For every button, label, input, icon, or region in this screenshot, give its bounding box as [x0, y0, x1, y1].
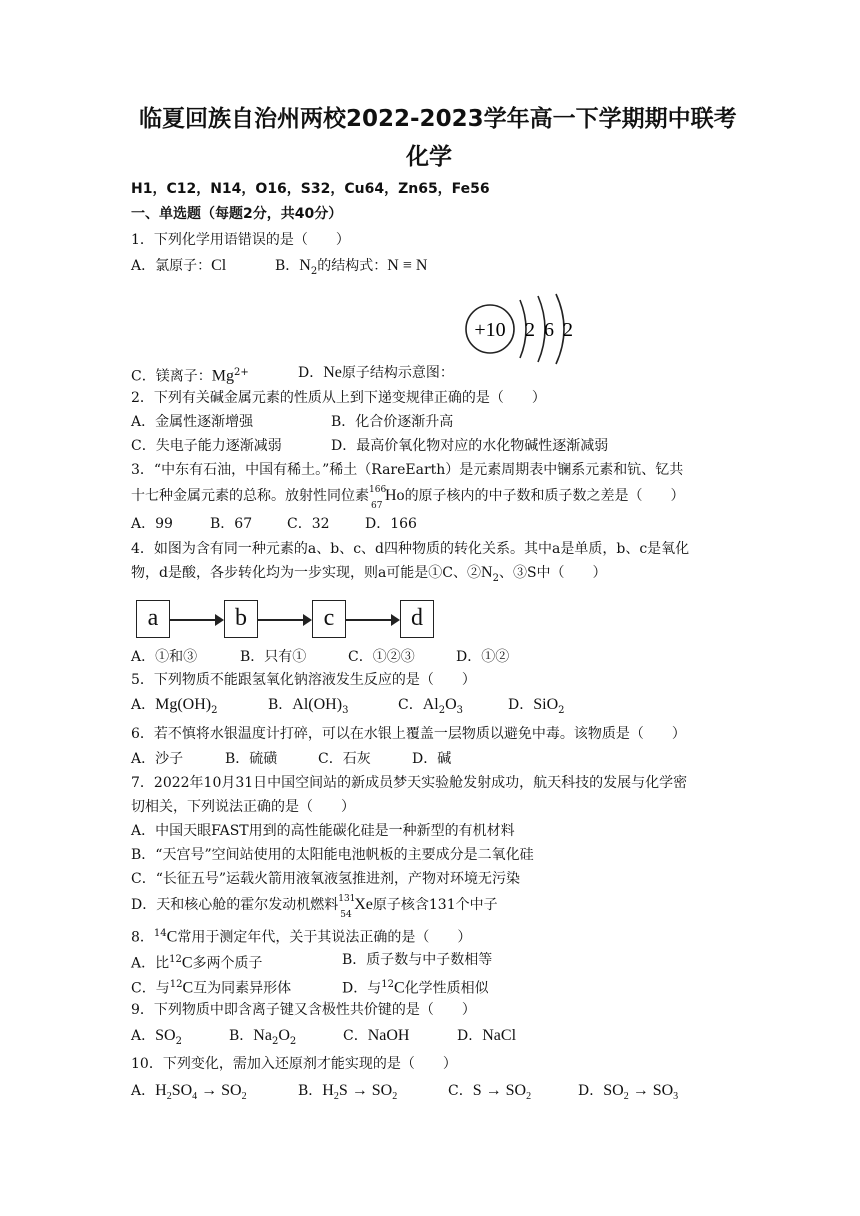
- q10-option-b: [298, 1082, 397, 1106]
- q8-d-b: 化学性质相似: [404, 980, 489, 997]
- q5-c-s1: 2: [438, 704, 446, 716]
- q4-n: N: [481, 564, 493, 581]
- q9-stem: 9．下列物质中即含离子键又含极性共价键的是（ ）: [131, 1002, 476, 1018]
- q5-c-label: C．: [398, 697, 423, 713]
- q3-symbol: Ho: [385, 487, 405, 504]
- q10-c-formula: $S \to SO_2$: [472, 1082, 532, 1103]
- q1-c-charge: 2+: [233, 367, 249, 378]
- flow-box-a: a: [136, 600, 170, 638]
- q10-b-formula: $H_2S \to SO_2$: [322, 1082, 398, 1103]
- q5-option-c: [398, 696, 463, 720]
- q8-c-a: C．与: [131, 980, 170, 997]
- q10-option-c: [448, 1082, 531, 1106]
- q9-b-label: B．: [229, 1028, 254, 1044]
- shell-2-count: 6: [544, 319, 554, 341]
- shell-1-count: 2: [525, 319, 535, 341]
- q1-b-sub: 2: [310, 265, 318, 277]
- q1-option-b: [275, 257, 427, 281]
- flow-box-b: b: [224, 600, 258, 638]
- q5-stem: 5．下列物质不能跟氢氧化钠溶液发生反应的是（ ）: [131, 672, 476, 688]
- q8-symbol: C: [166, 928, 178, 946]
- q5-d-label: D．: [508, 697, 534, 713]
- q10-stem: 10．下列变化，需加入还原剂才能实现的是（ ）: [131, 1056, 457, 1072]
- q3-line1: 3．“中东有石油，中国有稀土。”稀土（RareEarth）是元素周期表中镧系元素和钪、钇共: [131, 462, 684, 478]
- section-heading: 一、单选题（每题2分，共40分）: [131, 206, 343, 222]
- q10-d-label: D．: [578, 1083, 604, 1099]
- q10-a-formula: $H_2SO_4 \to SO_2$: [155, 1082, 247, 1103]
- q8-c-symbol: C: [182, 979, 194, 997]
- q1-stem: 1．下列化学用语错误的是（ ）: [131, 232, 350, 248]
- q8-mass: 14: [153, 928, 167, 939]
- q1-b-label: B．: [275, 258, 300, 274]
- q9-b-s1: 2: [271, 1035, 279, 1047]
- q7-option-d: [131, 894, 498, 920]
- q5-a-sub: 2: [211, 704, 218, 716]
- q9-a-sub: 2: [175, 1035, 182, 1047]
- flow-box-c: c: [312, 600, 346, 638]
- q9-c-label: C．: [343, 1028, 368, 1044]
- q10-option-d: [578, 1082, 678, 1106]
- q4-option-a: A．①和③: [131, 649, 198, 665]
- q7-symbol: Xe: [354, 896, 373, 913]
- q2-option-b: B．化合价逐渐升高: [331, 414, 454, 430]
- q5-b-label: B．: [268, 697, 293, 713]
- q10-option-a: [131, 1082, 247, 1106]
- q7-d-a: D．天和核心舱的霍尔发动机燃料: [131, 897, 339, 913]
- q4-line2: [131, 564, 607, 588]
- q2-option-a: A．金属性逐渐增强: [131, 414, 254, 430]
- q4-line1: 4．如图为含有同一种元素的a、b、c、d四种物质的转化关系。其中a是单质，b、c是氧化: [131, 541, 690, 557]
- q10-a-label: A．: [131, 1083, 156, 1099]
- q4-option-b: B．只有①: [240, 649, 307, 665]
- flow-box-d: d: [400, 600, 434, 638]
- q7-line2: 切相关，下列说法正确的是（ ）: [131, 799, 355, 815]
- q3-option-c: C．32: [287, 516, 330, 532]
- ne-atom-diagram: [462, 290, 582, 370]
- page-title-line1: 临夏回族自治州两校2022-2023学年高一下学期期中联考: [139, 106, 737, 132]
- q1-d-ne: Ne: [323, 364, 342, 381]
- q5-a-label: A．: [131, 697, 156, 713]
- q10-b-label: B．: [298, 1083, 323, 1099]
- q1-d-label: D．: [298, 365, 324, 381]
- q10-d-formula: $SO_2 \to SO_3$: [603, 1082, 679, 1103]
- q7-atomic-number: 54: [340, 910, 352, 920]
- q1-c-label: C．镁离子：: [131, 368, 212, 385]
- q1-a-label: A．氯原子：: [131, 258, 212, 274]
- q3-option-b: B．67: [210, 516, 253, 532]
- q8-d-a: D．与: [342, 980, 382, 997]
- q1-b-text: 的结构式：: [317, 258, 388, 274]
- q8-stem: [131, 925, 471, 947]
- q9-option-d: [457, 1027, 516, 1045]
- q5-option-d: [508, 696, 565, 720]
- q6-stem: 6．若不慎将水银温度计打碎，可以在水银上覆盖一层物质以避免中毒。该物质是（ ）: [131, 726, 686, 742]
- q9-b-f1: Na: [253, 1027, 272, 1044]
- q10-c-label: C．: [448, 1083, 473, 1099]
- q8-c-mass: 12: [169, 979, 183, 990]
- q9-option-a: [131, 1027, 182, 1051]
- q6-option-c: C．石灰: [318, 751, 371, 767]
- q9-b-f2: O: [278, 1027, 290, 1044]
- q2-stem: 2．下列有关碱金属元素的性质从上到下递变规律正确的是（ ）: [131, 390, 546, 406]
- q8-a-symbol: C: [181, 954, 193, 972]
- q9-option-c: [343, 1027, 409, 1045]
- q5-option-b: [268, 696, 348, 720]
- q5-b-sub: 3: [342, 704, 349, 716]
- q4-option-d: D．①②: [456, 649, 510, 665]
- q4-line2-b: 、③S中（ ）: [498, 565, 607, 581]
- q5-d-sub: 2: [558, 704, 565, 716]
- q9-d-formula: NaCl: [482, 1027, 517, 1044]
- q8-option-a: [131, 951, 263, 973]
- q3-option-d: D．166: [365, 516, 417, 532]
- q1-a-value: Cl: [211, 257, 227, 274]
- q8-num: 8．: [131, 929, 154, 946]
- q7-d-b: 原子核含131个中子: [372, 897, 498, 913]
- q3-line2: [131, 485, 685, 511]
- q3-option-a: A．99: [131, 516, 173, 532]
- q6-option-a: A．沙子: [131, 751, 184, 767]
- q5-d-formula: SiO: [533, 696, 559, 713]
- q1-option-d: [298, 364, 454, 382]
- q1-d-text: 原子结构示意图：: [341, 365, 454, 381]
- q1-c-ion: Mg: [211, 367, 234, 385]
- q3-line2-a: 十七种金属元素的总称。放射性同位素: [131, 488, 369, 504]
- q9-d-label: D．: [457, 1028, 483, 1044]
- q3-mass-number: 166: [369, 485, 387, 495]
- q8-d-mass: 12: [381, 979, 394, 990]
- q7-line1: 7．2022年10月31日中国空间站的新成员梦天实验舱发射成功，航天科技的发展与化学密: [131, 775, 688, 791]
- q4-line2-a: 物，d是酸，各步转化均为一步实现，则a可能是①C、②: [131, 565, 482, 581]
- q3-line2-b: 的原子核内的中子数和质子数之差是（ ）: [404, 488, 685, 504]
- q4-n-sub: 2: [492, 572, 499, 584]
- q5-b-formula: Al(OH): [292, 696, 343, 713]
- q6-option-d: D．碱: [412, 751, 452, 767]
- q6-option-b: B．硫磺: [225, 751, 278, 767]
- q8-a-mass: 12: [169, 954, 182, 965]
- q9-b-s2: 2: [289, 1035, 297, 1047]
- q1-option-a: [131, 257, 226, 275]
- q8-option-c: [131, 976, 291, 998]
- q9-c-formula: NaOH: [367, 1027, 410, 1044]
- q1-b-n: N: [299, 257, 311, 274]
- atomic-masses: H1，C12，N14，O16，S32，Cu64，Zn65，Fe56: [131, 181, 490, 197]
- q9-a-formula: SO: [155, 1027, 176, 1044]
- q4-option-c: C．①②③: [348, 649, 415, 665]
- shell-3-count: 2: [563, 319, 573, 341]
- q5-c-f1: Al: [422, 696, 439, 713]
- q3-atomic-number: 67: [371, 501, 383, 511]
- page-title-line2: 化学: [406, 144, 452, 170]
- nucleus-charge: +10: [474, 319, 506, 341]
- q7-option-b: B．“天宫号”空间站使用的太阳能电池帆板的主要成分是二氧化硅: [131, 847, 534, 863]
- q1-b-formula: N ≡ N: [387, 257, 428, 274]
- q8-option-b: B．质子数与中子数相等: [342, 952, 493, 968]
- q2-option-c: C．失电子能力逐渐减弱: [131, 438, 282, 454]
- flow-arrow-3: [346, 619, 398, 621]
- q8-option-d: [342, 976, 489, 998]
- q7-mass-number: 131: [338, 894, 356, 904]
- flow-arrow-2: [258, 619, 310, 621]
- q8-stem-text: 常用于测定年代，关于其说法正确的是（ ）: [177, 929, 472, 946]
- q5-a-formula: Mg(OH): [155, 696, 212, 713]
- q9-option-b: [229, 1027, 296, 1051]
- q2-option-d: D．最高价氧化物对应的水化物碱性逐渐减弱: [331, 438, 609, 454]
- q9-a-label: A．: [131, 1028, 156, 1044]
- q1-option-c: [131, 364, 249, 386]
- q8-a-a: A．比: [131, 955, 170, 972]
- q5-option-a: [131, 696, 218, 720]
- q8-d-symbol: C: [393, 979, 405, 997]
- q8-c-b: 互为同素异形体: [193, 980, 292, 997]
- q5-c-s2: 3: [456, 704, 464, 716]
- q8-a-b: 多两个质子: [192, 955, 263, 972]
- q5-c-f2: O: [445, 696, 457, 713]
- q7-option-c: C．“长征五号”运载火箭用液氧液氢推进剂，产物对环境无污染: [131, 871, 521, 887]
- flow-arrow-1: [170, 619, 222, 621]
- q7-option-a: A．中国天眼FAST用到的高性能碳化硅是一种新型的有机材料: [131, 823, 515, 839]
